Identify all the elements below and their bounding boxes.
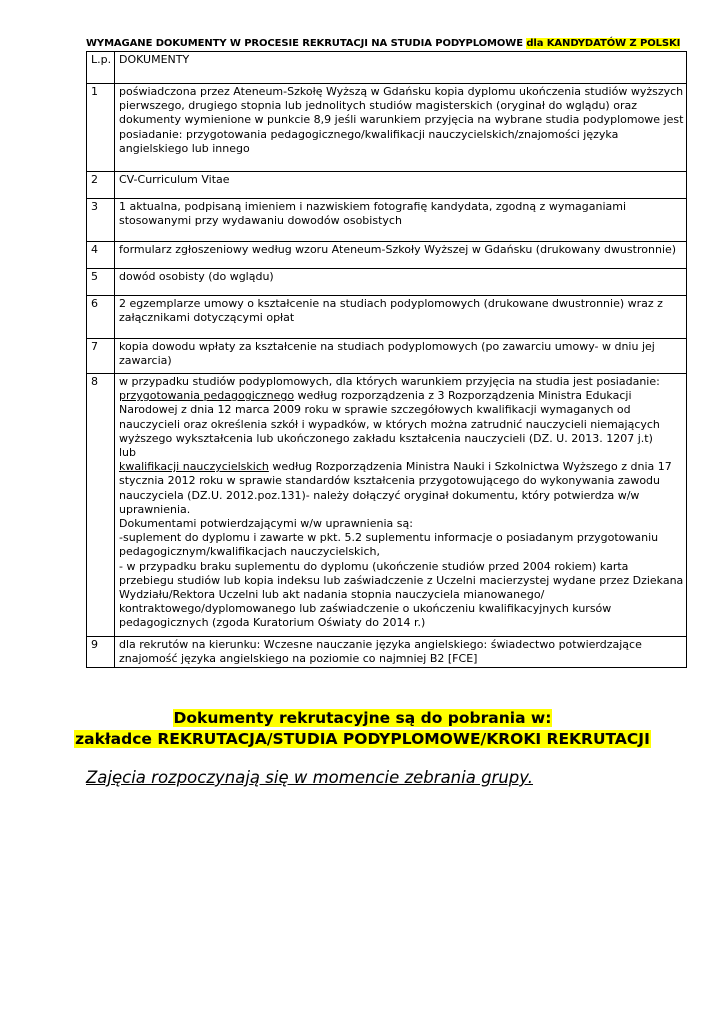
pedagogical-label: przygotowania pedagogicznego <box>119 389 295 403</box>
row-number: 1 <box>87 84 115 172</box>
table-row <box>87 339 687 374</box>
table-row <box>87 296 687 339</box>
row-number: 7 <box>87 339 115 374</box>
row8-point2: - w przypadku braku suplementu do dyplomu (ukończenie studiów przed 2004 rokiem) karta przebiegu studiów lub kopia indeksu lub zaświadczenie z Uczelni macierzystej wydane przez Dziekana Wydziału/Rektora Uczelni lub akt nadania stopnia nauczyciela mianowanego/ kontraktowego/dyplomowanego lub zaświadczenie o ukończeniu kwalifikacyjnych kursów pedagogicznych (zgoda Kuratorium Oświaty do 2014 r.) <box>119 559 684 630</box>
row8-qualifications <box>119 460 686 517</box>
table-row <box>87 269 687 296</box>
header-lp: L.p. <box>87 52 115 84</box>
table-row <box>87 84 687 172</box>
row-text: formularz zgłoszeniowy według wzoru Ateneum-Szkoły Wyższej w Gdańsku (drukowany dwustronnie) <box>115 242 687 269</box>
row-number: 5 <box>87 269 115 296</box>
row-text <box>115 374 687 637</box>
row8-pedagogical <box>119 389 686 446</box>
row-text: dla rekrutów na kierunku: Wczesne nauczanie języka angielskiego: świadectwo potwierdzające znajomość języka angielskiego na poziomie co najmniej B2 [FCE] <box>115 637 687 668</box>
row-text: 1 aktualna, podpisaną imieniem i nazwiskiem fotografię kandydata, zgodną z wymaganiami stosowanymi przy wydawaniu dowodów osobistych <box>115 199 687 242</box>
download-banner-text1: Dokumenty rekrutacyjne są do pobrania w: <box>173 709 552 727</box>
row8-intro: w przypadku studiów podyplomowych, dla których warunkiem przyjęcia na studia jest posiadanie: <box>119 375 660 388</box>
row-text: CV-Curriculum Vitae <box>115 172 687 199</box>
row-text: 2 egzemplarze umowy o kształcenie na studiach podyplomowych (drukowane dwustronnie) wraz z załącznikami dotyczącymi opłat <box>115 296 687 339</box>
table-row <box>87 242 687 269</box>
row-text: kopia dowodu wpłaty za kształcenie na studiach podyplomowych (po zawarciu umowy- w dniu jej zawarcia) <box>115 339 687 374</box>
row-number: 9 <box>87 637 115 668</box>
download-banner-line2 <box>0 729 725 749</box>
header-documents: DOKUMENTY <box>115 52 687 84</box>
row-number: 6 <box>87 296 115 339</box>
table-row <box>87 374 687 637</box>
row-text: dowód osobisty (do wglądu) <box>115 269 687 296</box>
table-row <box>87 172 687 199</box>
row-number: 3 <box>87 199 115 242</box>
row-number: 2 <box>87 172 115 199</box>
document-heading <box>86 38 725 49</box>
heading-highlight: dla KANDYDATÓW Z POLSKI <box>526 38 681 49</box>
table-row <box>87 637 687 668</box>
documents-table <box>86 51 687 668</box>
qualifications-label: kwalifikacji nauczycielskich <box>119 460 269 474</box>
classes-start-note: Zajęcia rozpoczynają się w momencie zebrania grupy. <box>86 768 533 787</box>
row-text: poświadczona przez Ateneum-Szkołę Wyższą w Gdańsku kopia dyplomu ukończenia studiów wyższych pierwszego, drugiego stopnia lub jednolitych studiów magisterskich (oryginał do wglądu) oraz dokumenty wymienione w punkcie 8,9 jeśli warunkiem przyjęcia na wybrane studia podyplomowe jest posiadanie: przygotowania pedagogicznego/kwalifikacji nauczycielskich/znajomości języka angielskiego lub innego <box>115 84 687 172</box>
pedagogical-text: według rozporządzenia z 3 Rozporządzenia Ministra Edukacji Narodowej z dnia 12 marca 2009 roku w sprawie szczegółowych kwalifikacji wymaganych od nauczycieli oraz określenia szkół i wypadków, w których można zatrudnić nauczycieli niemających wyższego wykształcenia lub ukończonego zakładu kształcenia nauczycieli (DZ. U. 2013. 1207 j.t) <box>119 389 660 445</box>
table-header-row <box>87 52 687 84</box>
row8-point1: -suplement do dyplomu i zawarte w pkt. 5.2 suplementu informacje o posiadanym przygotowaniu pedagogicznym/kwalifikacjach nauczycielskich, <box>119 531 659 559</box>
download-banner-line1 <box>0 708 725 728</box>
qualifications-text: według Rozporządzenia Ministra Nauki i Szkolnictwa Wyższego z dnia 17 stycznia 2012 roku w sprawie standardów kształcenia przygotowującego do wykonywania zawodu nauczyciela (DZ.U. 2012.poz.131)- należy dołączyć oryginał dokumentu, który potwierdza w/w uprawnienia. <box>119 460 672 516</box>
row8-docs-intro: Dokumentami potwierdzającymi w/w uprawnienia są: <box>119 517 413 531</box>
table-row <box>87 199 687 242</box>
row-number: 8 <box>87 374 115 637</box>
heading-main: WYMAGANE DOKUMENTY W PROCESIE REKRUTACJI NA STUDIA PODYPLOMOWE <box>86 38 527 49</box>
download-banner-text2: zakładce REKRUTACJA/STUDIA PODYPLOMOWE/KROKI REKRUTACJI <box>75 730 650 748</box>
row8-or: lub <box>119 446 137 460</box>
row-number: 4 <box>87 242 115 269</box>
